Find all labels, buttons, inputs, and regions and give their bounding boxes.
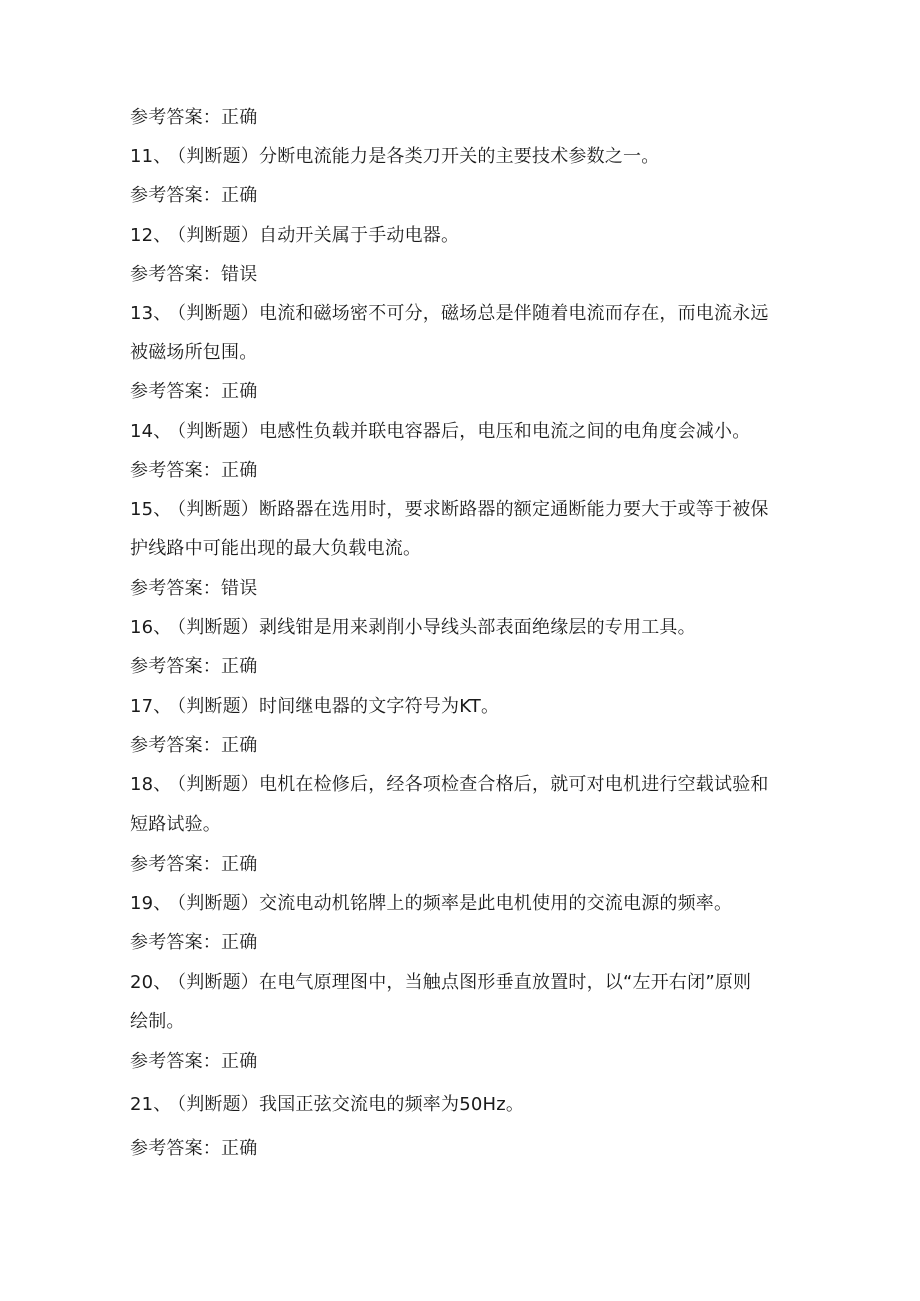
question-number: 20、 — [130, 972, 172, 993]
question-text: 在电气原理图中，当触点图形垂直放置时，以“左开右闭”原则 — [259, 972, 752, 993]
question-text: 断路器在选用时，要求断路器的额定通断能力要大于或等于被保 — [259, 499, 769, 520]
answer-label: 参考答案： — [130, 578, 221, 599]
question-text: 交流电动机铭牌上的频率是此电机使用的交流电源的频率。 — [259, 893, 733, 914]
question-type: （判断题） — [168, 225, 259, 246]
question-number: 21、 — [130, 1094, 172, 1115]
question-type: （判断题） — [168, 893, 259, 914]
question-number: 14、 — [130, 421, 172, 442]
question-type: （判断题） — [168, 972, 259, 993]
answer-value: 正确 — [221, 381, 258, 402]
answer-label: 参考答案： — [130, 1051, 221, 1072]
question-number: 12、 — [130, 225, 172, 246]
question-number: 17、 — [130, 696, 172, 717]
question-type: （判断题） — [168, 303, 259, 324]
question-line — [130, 499, 790, 521]
question-number: 18、 — [130, 774, 172, 795]
question-text: 电流和磁场密不可分，磁场总是伴随着电流而存在，而电流永远 — [259, 303, 769, 324]
answer-label: 参考答案： — [130, 264, 221, 285]
question-type: （判断题） — [168, 421, 259, 442]
answer-line — [130, 735, 790, 757]
question-line — [130, 146, 790, 168]
answer-line — [130, 578, 790, 600]
answer-value: 正确 — [221, 107, 258, 128]
question-text: 电机在检修后，经各项检查合格后，就可对电机进行空载试验和 — [259, 774, 769, 795]
answer-value: 错误 — [221, 578, 258, 599]
answer-label: 参考答案： — [130, 854, 221, 875]
answer-label: 参考答案： — [130, 656, 221, 677]
answer-label: 参考答案： — [130, 185, 221, 206]
answer-line — [130, 854, 790, 876]
question-type: （判断题） — [168, 499, 259, 520]
answer-value: 正确 — [221, 656, 258, 677]
answer-value: 正确 — [221, 1051, 258, 1072]
question-line — [130, 617, 790, 639]
answer-line — [130, 185, 790, 207]
question-line — [130, 696, 790, 718]
answer-label: 参考答案： — [130, 381, 221, 402]
question-line — [130, 225, 790, 247]
answer-line — [130, 460, 790, 482]
answer-line — [130, 1051, 790, 1073]
question-line — [130, 774, 790, 796]
question-text: 自动开关属于手动电器。 — [259, 225, 460, 246]
question-line — [130, 421, 790, 443]
answer-value: 正确 — [221, 185, 258, 206]
question-type: （判断题） — [168, 146, 259, 167]
answer-label: 参考答案： — [130, 107, 221, 128]
question-number: 11、 — [130, 146, 172, 167]
answer-line — [130, 656, 790, 678]
question-line — [130, 893, 790, 915]
answer-line — [130, 932, 790, 954]
answer-label: 参考答案： — [130, 1138, 221, 1159]
question-type: （判断题） — [168, 1094, 259, 1115]
question-number: 13、 — [130, 303, 172, 324]
answer-label: 参考答案： — [130, 735, 221, 756]
answer-line — [130, 1138, 790, 1160]
question-type: （判断题） — [168, 696, 259, 717]
answer-line — [130, 107, 790, 129]
question-number: 19、 — [130, 893, 172, 914]
question-continuation: 护线路中可能出现的最大负载电流。 — [130, 538, 422, 559]
question-line — [130, 1094, 790, 1116]
question-continuation: 绘制。 — [130, 1011, 185, 1032]
question-text: 分断电流能力是各类刀开关的主要技术参数之一。 — [259, 146, 660, 167]
question-line — [130, 972, 790, 994]
question-text: 电感性负载并联电容器后，电压和电流之间的电角度会减小。 — [259, 421, 751, 442]
answer-value: 错误 — [221, 264, 258, 285]
question-continuation: 被磁场所包围。 — [130, 342, 258, 363]
question-text: 剥线钳是用来剥削小导线头部表面绝缘层的专用工具。 — [259, 617, 696, 638]
question-text: 时间继电器的文字符号为KT。 — [259, 696, 500, 717]
question-line — [130, 303, 790, 325]
answer-label: 参考答案： — [130, 460, 221, 481]
answer-label: 参考答案： — [130, 932, 221, 953]
question-text: 我国正弦交流电的频率为50Hz。 — [259, 1094, 525, 1115]
answer-value: 正确 — [221, 1138, 258, 1159]
question-continuation: 短路试验。 — [130, 814, 221, 835]
answer-value: 正确 — [221, 460, 258, 481]
answer-value: 正确 — [221, 932, 258, 953]
answer-value: 正确 — [221, 854, 258, 875]
question-type: （判断题） — [168, 617, 259, 638]
question-type: （判断题） — [168, 774, 259, 795]
question-number: 15、 — [130, 499, 172, 520]
answer-line — [130, 264, 790, 286]
answer-line — [130, 381, 790, 403]
question-number: 16、 — [130, 617, 172, 638]
answer-value: 正确 — [221, 735, 258, 756]
